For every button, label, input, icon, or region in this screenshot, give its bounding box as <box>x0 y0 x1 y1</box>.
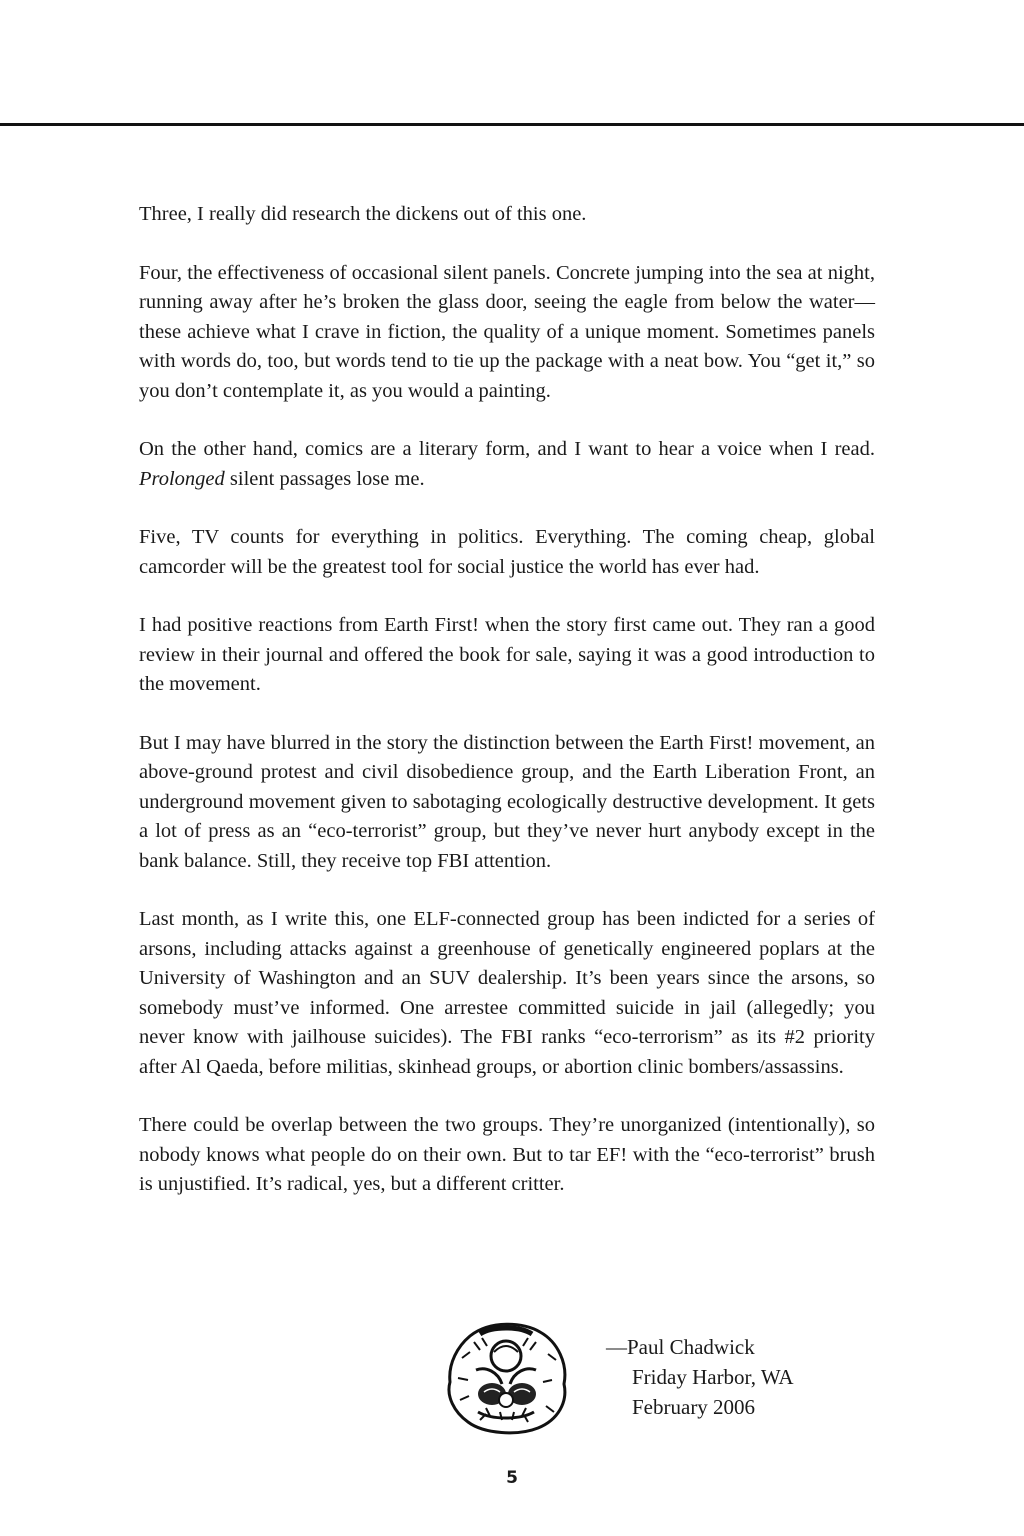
paragraph-7: Last month, as I write this, one ELF-connected group has been indicted for a series of arsons, including attacks against a greenhouse of genetically engineered poplars at the University of Washington and an SUV dealership. It’s been years since the arsons, so somebody must’ve informed. One arrestee committed suicide in jail (allegedly; you never know with jailhouse suicides). The FBI ranks “eco-terrorism” as its #2 priority after Al Qaeda, before militias, skinhead groups, or abortion clinic bombers/assassins. <box>139 908 875 1078</box>
paragraph-6: But I may have blurred in the story the distinction between the Earth First! movement, an above-ground protest and civil disobedience group, and the Earth Liberation Front, an underground movement given to sabotaging ecologically destructive development. It gets a lot of press as an “eco-terrorist” group, but they’ve never hurt anybody except in the bank balance. Still, they receive top FBI attention. <box>139 731 875 872</box>
page-number: 5 <box>506 1468 518 1488</box>
paragraph-2: Four, the effectiveness of occasional silent panels. Concrete jumping into the sea at night, running away after he’s broken the glass door, seeing the eagle from below the water—these achieve what I crave in fiction, the quality of a unique moment. Sometimes panels with words do, too, but words tend to tie up the package with a neat bow. You “get it,” so you don’t contemplate it, as you would a painting. <box>139 261 875 402</box>
paragraph-8: There could be overlap between the two groups. They’re unorganized (intentionally), so nobody knows what people do on their own. But to tar EF! with the “eco-terrorist” brush is unjustified. It’s radical, yes, but a different critter. <box>139 1114 875 1195</box>
paragraph-3-italic: Prolonged <box>139 467 225 490</box>
body-text <box>139 200 875 1229</box>
paragraph-3-before: On the other hand, comics are a literary form, and I want to hear a voice when I read. <box>139 438 875 460</box>
paragraph-3 <box>139 435 875 494</box>
signature-location: Friday Harbor, WA <box>632 1365 794 1389</box>
top-rule <box>0 123 1024 126</box>
signature-name: —Paul Chadwick <box>606 1335 755 1359</box>
signature <box>606 1332 794 1422</box>
concrete-figure-icon <box>440 1308 572 1436</box>
paragraph-4: Five, TV counts for everything in politics. Everything. The coming cheap, global camcorder will be the greatest tool for social justice the world has ever had. <box>139 526 875 578</box>
paragraph-1: Three, I really did research the dickens out of this one. <box>139 203 587 225</box>
paragraph-3-after: silent passages lose me. <box>224 467 425 490</box>
paragraph-5: I had positive reactions from Earth First! when the story first came out. They ran a good review in their journal and offered the book for sale, saying it was a good introduction to the movement. <box>139 614 875 695</box>
signature-date: February 2006 <box>632 1395 756 1419</box>
